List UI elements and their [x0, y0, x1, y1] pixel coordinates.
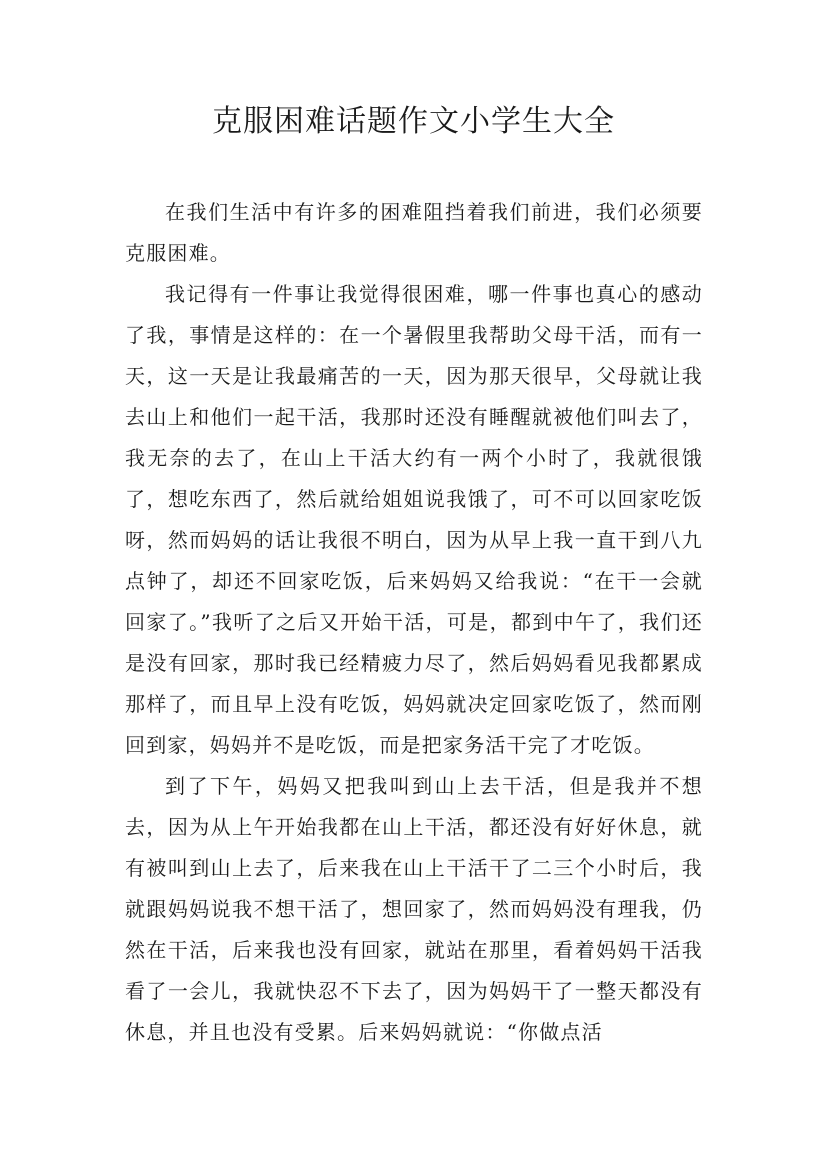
paragraph-1: 在我们生活中有许多的困难阻挡着我们前进，我们必须要克服困难。 — [125, 200, 703, 265]
document-title: 克服困难话题作文小学生大全 — [212, 104, 615, 139]
document-body — [125, 192, 703, 1053]
paragraph-3: 到了下午，妈妈又把我叫到山上去干活，但是我并不想去，因为从上午开始我都在山上干活，都还没有好好休息，就有被叫到山上去了，后来我在山上干活干了二三个小时后，我就跟妈妈说我不想干活了，想回家了，然而妈妈没有理我，仍然在干活，后来我也没有回家，就站在那里，看着妈妈干活我看了一会儿，我就快忍不下去了，因为妈妈干了一整天都没有休息，并且也没有受累。后来妈妈就说：“你做点活 — [125, 774, 703, 1044]
paragraph-2: 我记得有一件事让我觉得很困难，哪一件事也真心的感动了我，事情是这样的：在一个暑假里我帮助父母干活，而有一天，这一天是让我最痛苦的一天，因为那天很早，父母就让我去山上和他们一起干活，我那时还没有睡醒就被他们叫去了，我无奈的去了，在山上干活大约有一两个小时了，我就很饿了，想吃东西了，然后就给姐姐说我饿了，可不可以回家吃饭呀，然而妈妈的话让我很不明白，因为从早上我一直干到八九点钟了，却还不回家吃饭，后来妈妈又给我说：“在干一会就回家了。”我听了之后又开始干活，可是，都到中午了，我们还是没有回家，那时我已经精疲力尽了，然后妈妈看见我都累成那样了，而且早上没有吃饭，妈妈就决定回家吃饭了，然而刚回到家，妈妈并不是吃饭，而是把家务活干完了才吃饭。 — [125, 282, 703, 757]
